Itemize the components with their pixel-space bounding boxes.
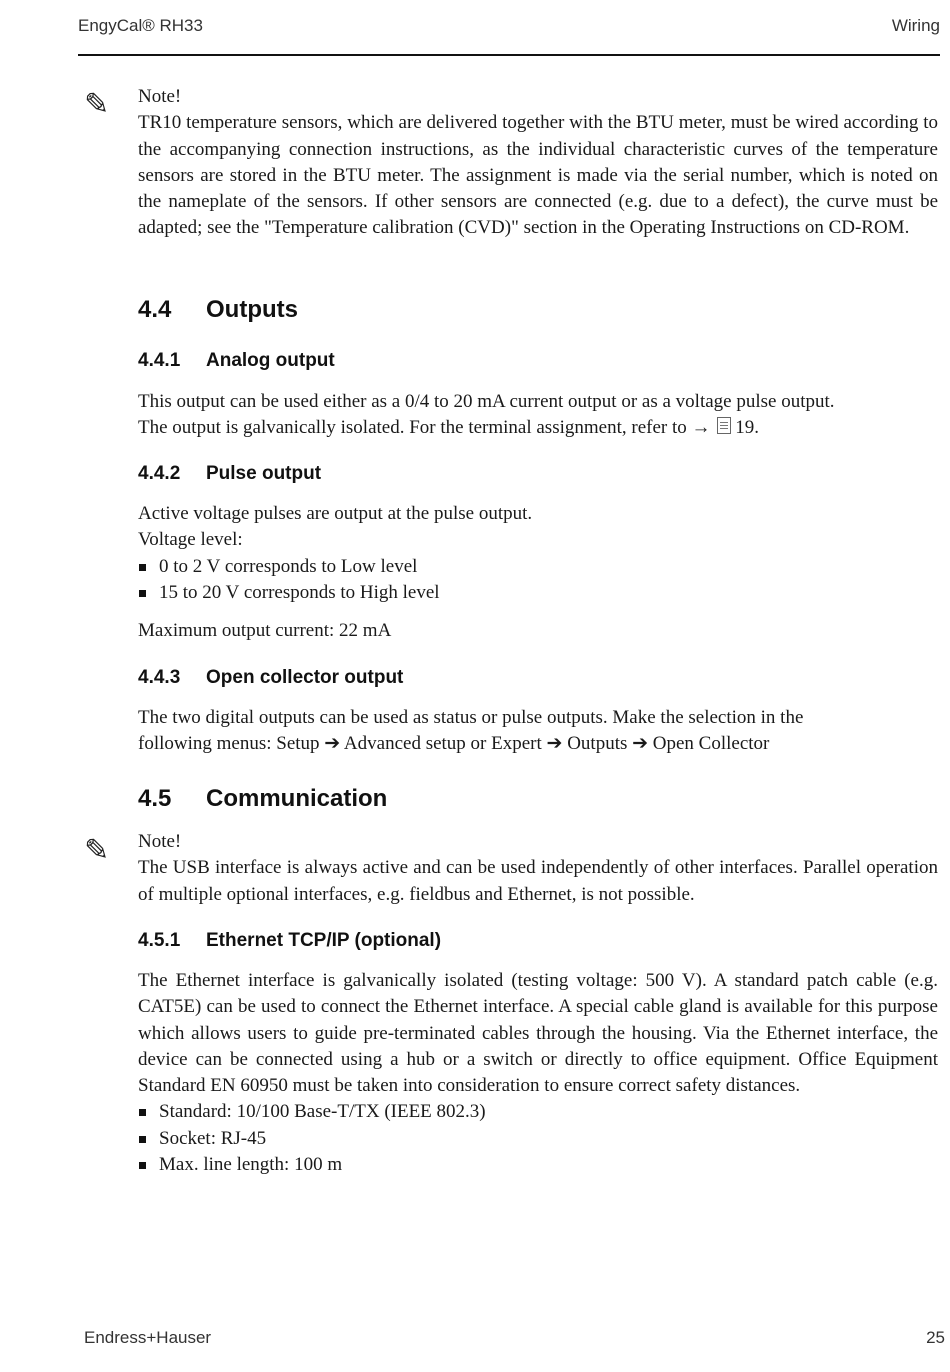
subsection-title: Analog output [206,350,335,371]
section-title: Outputs [206,296,298,323]
note-text: The USB interface is always active and can be used independently of other interfaces. Parallel operation of multiple optional interfaces, e.g. fieldbus and Ethernet, is not possible. [138,857,938,905]
subsection-heading-4-4-1 [138,350,335,372]
subsection-title: Open collector output [206,667,404,688]
note-1 [138,84,938,242]
subsection-title: Pulse output [206,463,322,484]
analog-output-line-1: This output can be used either as a 0/4 to 20 mA current output or as a voltage pulse output. [138,391,835,412]
page-reference-icon [717,417,731,434]
subsection-number: 4.4.1 [138,350,181,371]
note-text: TR10 temperature sensors, which are delivered together with the BTU meter, must be wired according to the accompanying connection instructions, as the individual characteristic curves of the temperature sensors are stored in the BTU meter. The assignment is made via the serial number, which is noted on the nameplate of the sensors. If other sensors are connected (e.g. due to a defect), the curve must be adapted; see the "Temperature calibration (CVD)" section in the Operating Instructions on CD-ROM. [138,112,938,239]
subsection-number: 4.4.2 [138,463,181,484]
analog-output-line-2 [138,415,938,441]
max-output-current: Maximum output current: 22 mA [138,620,392,641]
header-rule [78,54,940,56]
footer-company: Endress+Hauser [84,1328,212,1347]
pencil-note-icon: ✎ [84,87,110,122]
terminal-reference-text: The output is galvanically isolated. For the terminal assignment, refer to → [138,417,711,439]
list-item: Standard: 10/100 Base-T/TX (IEEE 802.3) [138,1099,938,1125]
list-item: Max. line length: 100 m [138,1152,938,1178]
ethernet-spec-list [138,1099,938,1178]
note-label: Note! [138,831,182,852]
header-doc-title: EngyCal® RH33 [78,16,203,35]
subsection-title: Ethernet TCP/IP (optional) [206,930,442,951]
subsection-heading-4-5-1 [138,930,441,952]
voltage-level-list [138,554,938,607]
list-item: 0 to 2 V corresponds to Low level [138,554,938,580]
subsection-number: 4.4.3 [138,667,181,688]
subsection-heading-4-4-2 [138,463,321,485]
page-reference-link[interactable]: 19. [735,417,759,439]
list-item: 15 to 20 V corresponds to High level [138,580,938,606]
list-item: Socket: RJ-45 [138,1126,938,1152]
pulse-output-line-1: Active voltage pulses are output at the pulse output. [138,503,533,524]
analog-output-text [138,389,938,442]
section-number: 4.5 [138,785,172,812]
section-heading-4-5 [138,785,387,813]
note-label: Note! [138,86,182,107]
subsection-number: 4.5.1 [138,930,181,951]
ethernet-text [138,968,938,1178]
section-number: 4.4 [138,296,172,323]
pulse-output-text [138,501,938,606]
section-title: Communication [206,785,388,812]
open-collector-text [138,705,938,758]
note-2 [138,829,938,908]
subsection-heading-4-4-3 [138,667,403,689]
ethernet-description: The Ethernet interface is galvanically isolated (testing voltage: 500 V). A standard patch cable (e.g. CAT5E) can be used to connect the Ethernet interface. A special cable gland is available for this purpose which allows users to guide pre-terminated cables through the housing. Via the Ethernet interface, the device can be connected using a hub or a switch or directly to office equipment. Office Equipment Standard EN 60950 must be taken into consideration to ensure correct safety distances. [138,970,938,1097]
open-collector-line-1: The two digital outputs can be used as status or pulse outputs. Make the selection in the [138,707,804,728]
open-collector-menu-path: following menus: Setup ➔ Advanced setup or Expert ➔ Outputs ➔ Open Collector [138,733,770,755]
header-section-name: Wiring [891,16,940,35]
pencil-note-icon: ✎ [84,833,110,868]
voltage-level-label: Voltage level: [138,529,243,551]
page-number: 25 [926,1328,945,1347]
section-heading-4-4 [138,296,298,324]
